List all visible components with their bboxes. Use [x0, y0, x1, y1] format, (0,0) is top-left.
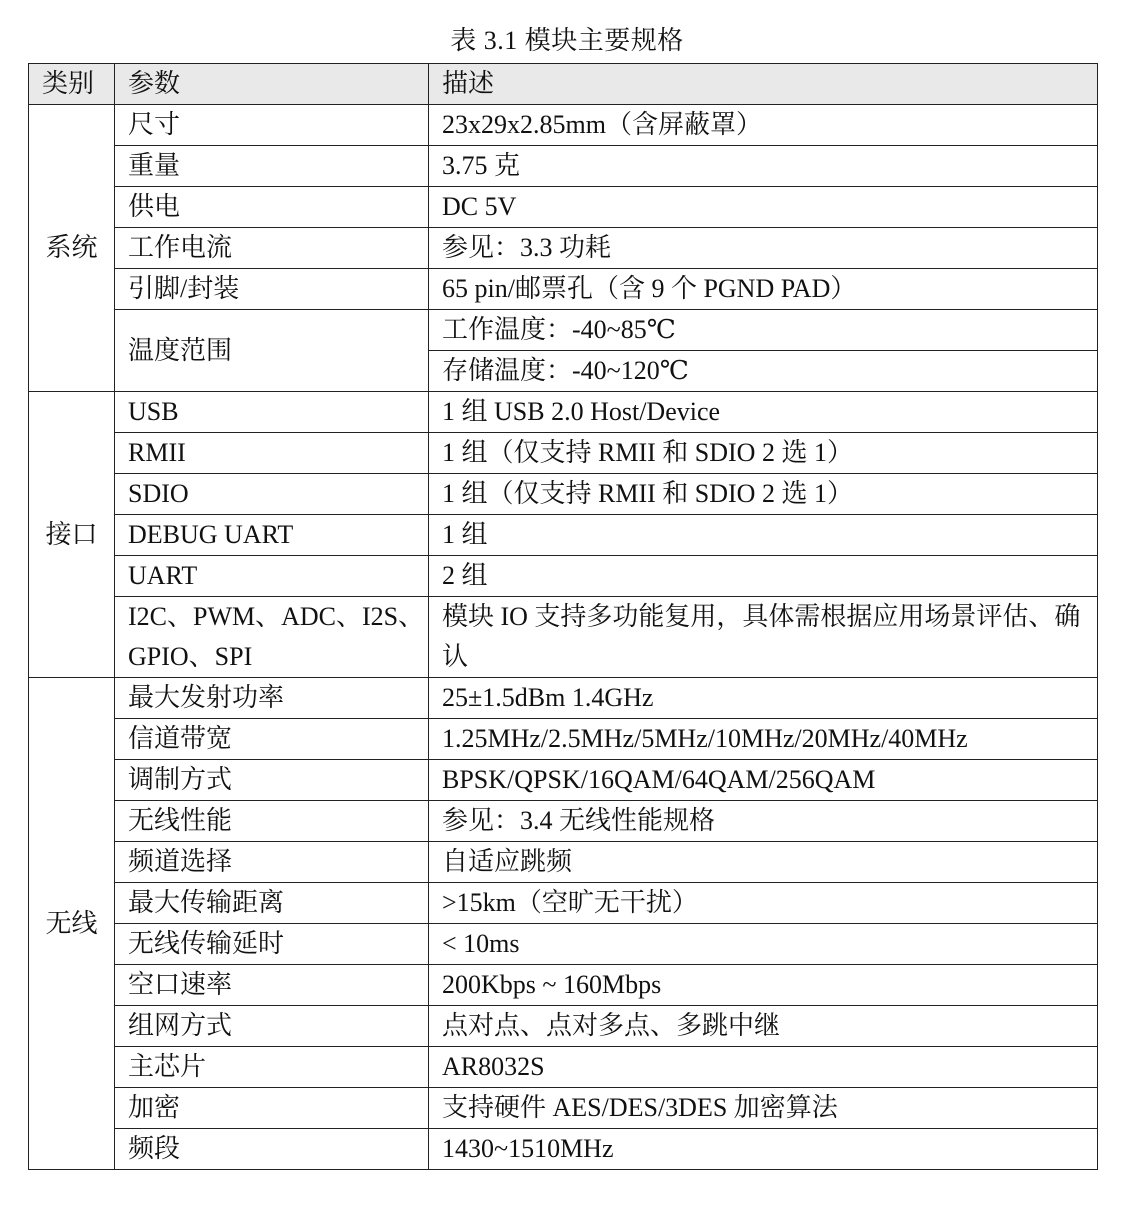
- table-row: [29, 1047, 1098, 1088]
- table-row: [29, 760, 1098, 801]
- desc-cell: 1 组: [429, 515, 1098, 556]
- param-cell: 无线性能: [115, 801, 429, 842]
- table-row: [29, 269, 1098, 310]
- param-cell: 主芯片: [115, 1047, 429, 1088]
- param-cell: 调制方式: [115, 760, 429, 801]
- param-cell: 尺寸: [115, 105, 429, 146]
- desc-cell: 2 组: [429, 556, 1098, 597]
- table-row: [29, 228, 1098, 269]
- param-cell: 最大传输距离: [115, 883, 429, 924]
- param-cell: 组网方式: [115, 1006, 429, 1047]
- desc-cell: 点对点、点对多点、多跳中继: [429, 1006, 1098, 1047]
- param-cell: 工作电流: [115, 228, 429, 269]
- desc-cell-multi: 模块 IO 支持多功能复用，具体需根据应用场景评估、确认: [429, 597, 1098, 678]
- param-cell: DEBUG UART: [115, 515, 429, 556]
- param-cell: RMII: [115, 433, 429, 474]
- table-row: [29, 883, 1098, 924]
- table-row: [29, 597, 1098, 678]
- param-cell-multi: I2C、PWM、ADC、I2S、GPIO、SPI: [115, 597, 429, 678]
- table-row: [29, 474, 1098, 515]
- desc-cell: DC 5V: [429, 187, 1098, 228]
- desc-cell-operating-temp: 工作温度：-40~85℃: [429, 310, 1098, 351]
- table-row: [29, 146, 1098, 187]
- desc-cell: 自适应跳频: [429, 842, 1098, 883]
- param-cell: 频段: [115, 1129, 429, 1170]
- table-row: [29, 556, 1098, 597]
- desc-cell-storage-temp: 存储温度：-40~120℃: [429, 351, 1098, 392]
- desc-cell: >15km（空旷无干扰）: [429, 883, 1098, 924]
- table-row: [29, 1006, 1098, 1047]
- desc-cell: 1 组（仅支持 RMII 和 SDIO 2 选 1）: [429, 474, 1098, 515]
- desc-cell: 200Kbps ~ 160Mbps: [429, 965, 1098, 1006]
- param-cell: 重量: [115, 146, 429, 187]
- table-row: [29, 310, 1098, 351]
- param-cell: 供电: [115, 187, 429, 228]
- header-param: 参数: [115, 64, 429, 105]
- table-caption: 表 3.1 模块主要规格: [450, 26, 684, 55]
- desc-cell: 参见：3.4 无线性能规格: [429, 801, 1098, 842]
- table-row: [29, 187, 1098, 228]
- table-row: [29, 433, 1098, 474]
- table-row: [29, 801, 1098, 842]
- desc-cell: 3.75 克: [429, 146, 1098, 187]
- param-cell: 空口速率: [115, 965, 429, 1006]
- desc-cell: 25±1.5dBm 1.4GHz: [429, 678, 1098, 719]
- header-desc: 描述: [429, 64, 1098, 105]
- desc-cell: 65 pin/邮票孔（含 9 个 PGND PAD）: [429, 269, 1098, 310]
- param-cell: 信道带宽: [115, 719, 429, 760]
- table-row: [29, 924, 1098, 965]
- param-cell: 引脚/封装: [115, 269, 429, 310]
- category-interface: 接口: [29, 392, 115, 678]
- table-row: [29, 842, 1098, 883]
- spec-table: [28, 63, 1098, 1170]
- category-wireless: 无线: [29, 678, 115, 1170]
- desc-cell: < 10ms: [429, 924, 1098, 965]
- category-system: 系统: [29, 105, 115, 392]
- param-cell-temperature: 温度范围: [115, 310, 429, 392]
- table-row: [29, 719, 1098, 760]
- table-row: [29, 1088, 1098, 1129]
- param-cell: 无线传输延时: [115, 924, 429, 965]
- table-row: [29, 965, 1098, 1006]
- param-cell: SDIO: [115, 474, 429, 515]
- desc-cell: 1 组 USB 2.0 Host/Device: [429, 392, 1098, 433]
- table-row: [29, 392, 1098, 433]
- desc-cell: 23x29x2.85mm（含屏蔽罩）: [429, 105, 1098, 146]
- desc-cell: 1 组（仅支持 RMII 和 SDIO 2 选 1）: [429, 433, 1098, 474]
- desc-cell: AR8032S: [429, 1047, 1098, 1088]
- param-cell: 加密: [115, 1088, 429, 1129]
- desc-cell: BPSK/QPSK/16QAM/64QAM/256QAM: [429, 760, 1098, 801]
- table-header-row: [29, 64, 1098, 105]
- param-cell: USB: [115, 392, 429, 433]
- desc-cell: 1430~1510MHz: [429, 1129, 1098, 1170]
- desc-cell: 支持硬件 AES/DES/3DES 加密算法: [429, 1088, 1098, 1129]
- header-category: 类别: [29, 64, 115, 105]
- table-row: [29, 678, 1098, 719]
- desc-cell: 参见：3.3 功耗: [429, 228, 1098, 269]
- table-row: [29, 1129, 1098, 1170]
- param-cell: 频道选择: [115, 842, 429, 883]
- param-cell: UART: [115, 556, 429, 597]
- param-cell: 最大发射功率: [115, 678, 429, 719]
- table-row: [29, 515, 1098, 556]
- table-row: [29, 105, 1098, 146]
- desc-cell: 1.25MHz/2.5MHz/5MHz/10MHz/20MHz/40MHz: [429, 719, 1098, 760]
